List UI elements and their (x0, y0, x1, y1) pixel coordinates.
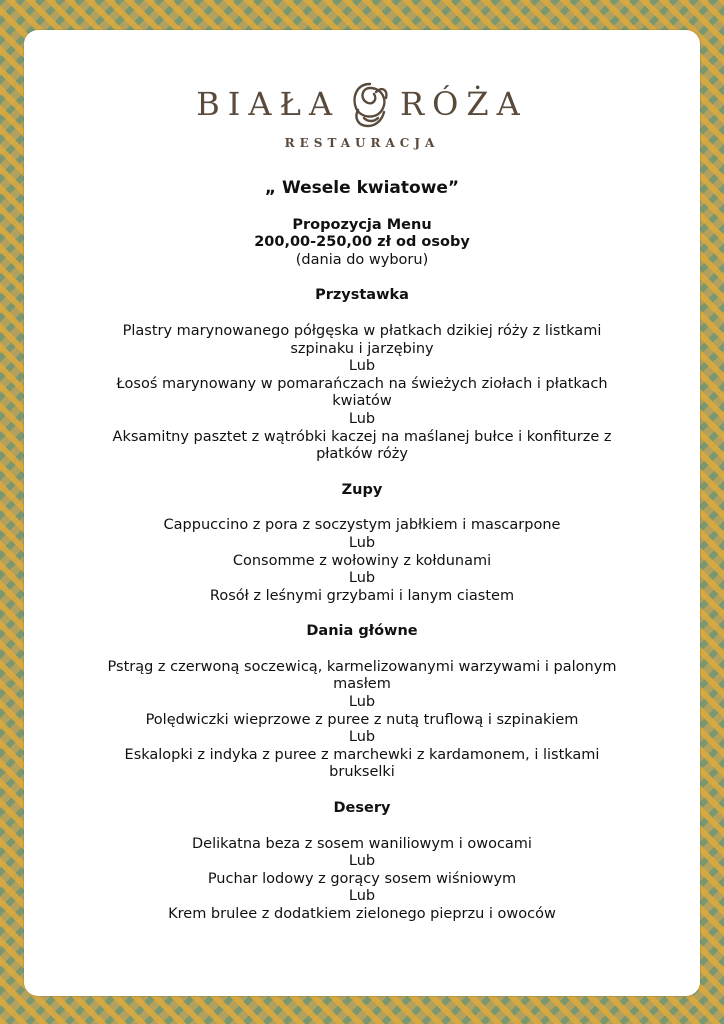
separator-lub: Lub (348, 534, 376, 551)
menu-item-line: Pstrąg z czerwoną soczewicą, karmelizowanymi warzywami i palonym (107, 658, 617, 675)
menu-item-line: Eskalopki z indyka z puree z marchewki z kardamonem, i listkami (124, 746, 600, 763)
menu-item-line: Delikatna beza z sosem waniliowym i owocami (192, 835, 532, 852)
menu-item-line: szpinaku i jarzębiny (290, 340, 434, 357)
logo-subtitle: RESTAURACJA (284, 136, 440, 150)
menu-item-line: Consomme z wołowiny z kołdunami (232, 552, 492, 569)
menu-sections (24, 287, 700, 923)
menu-item-line: Cappuccino z pora z soczystym jabłkiem i mascarpone (163, 517, 561, 534)
menu-item-line: Puchar lodowy z gorący sosem wiśniowym (207, 870, 517, 887)
separator-lub: Lub (348, 570, 376, 587)
menu-item-line: płatków róży (316, 446, 408, 463)
rose-icon (346, 78, 394, 130)
menu-item-line: masłem (333, 676, 391, 693)
section-heading: Dania główne (306, 623, 418, 640)
menu-item-line: Aksamitny pasztet z wątróbki kaczej na maślanej bułce i konfiturze z (112, 428, 612, 445)
menu-item-line: Krem brulee z dodatkiem zielonego pieprzu i owoców (168, 906, 556, 922)
menu-content (24, 180, 700, 924)
separator-lub: Lub (348, 410, 376, 427)
separator-lub: Lub (348, 888, 376, 905)
menu-item-line: brukselki (329, 764, 395, 781)
menu-item-line: Rosół z leśnymi grzybami i lanym ciastem (209, 587, 515, 604)
intro-line-1: Propozycja Menu (292, 216, 432, 233)
logo-name-left: BIAŁA (196, 85, 341, 123)
section-heading: Zupy (341, 481, 383, 498)
menu-item-line: Plastry marynowanego półgęska w płatkach dzikiej róży z listkami (122, 322, 602, 339)
menu-item-line: Polędwiczki wieprzowe z puree z nutą truflową i szpinakiem (145, 711, 579, 728)
separator-lub: Lub (348, 358, 376, 375)
separator-lub: Lub (348, 729, 376, 746)
separator-lub: Lub (348, 853, 376, 870)
intro-price: 200,00-250,00 zł od osoby (254, 234, 470, 251)
separator-lub: Lub (348, 694, 376, 711)
menu-item-line: kwiatów (332, 393, 392, 410)
menu-title: „ Wesele kwiatowe” (264, 178, 460, 198)
intro-note: (dania do wyboru) (295, 251, 429, 268)
restaurant-logo (24, 78, 700, 150)
section-heading: Przystawka (315, 287, 409, 304)
section-heading: Desery (333, 800, 391, 817)
logo-name-right: RÓŻA (400, 85, 528, 123)
menu-page (24, 30, 700, 996)
menu-item-line: Łosoś marynowany w pomarańczach na świeżych ziołach i płatkach (116, 375, 608, 392)
